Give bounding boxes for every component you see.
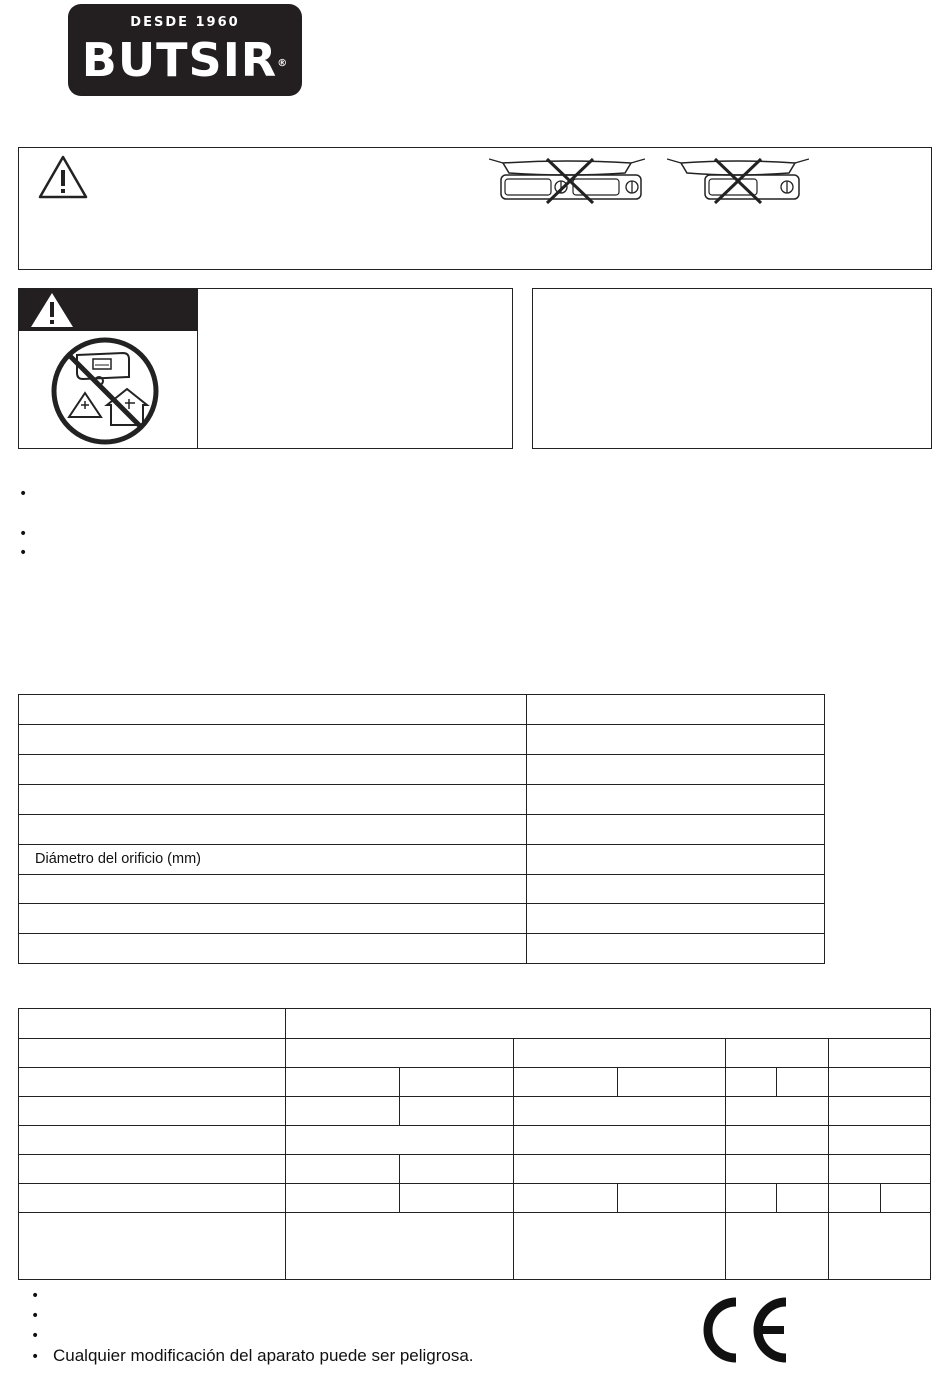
column-divider: [776, 1183, 777, 1212]
row-divider: [19, 814, 824, 815]
ce-mark-icon: [696, 1296, 790, 1364]
logo-tagline: DESDE 1960: [130, 15, 240, 30]
column-divider: [399, 1096, 400, 1125]
column-divider: [776, 1067, 777, 1096]
row-divider: [19, 1212, 930, 1213]
logo-brand-text: BUTSIR: [81, 33, 278, 87]
crossed-pan-icon: [489, 153, 645, 205]
specs-table: [18, 694, 825, 964]
warning-notice-box: [18, 147, 932, 270]
warning-triangle-icon: [37, 154, 89, 200]
row-divider: [19, 1067, 930, 1068]
column-divider: [617, 1067, 618, 1096]
column-divider: [399, 1183, 400, 1212]
row-divider: [19, 724, 824, 725]
column-divider: [725, 1038, 726, 1279]
bullet-point: •: [31, 1328, 40, 1344]
column-divider: [617, 1183, 618, 1212]
crossed-pan-icon: [667, 153, 809, 205]
row-divider: [19, 1038, 930, 1039]
row-divider: [19, 784, 824, 785]
box-divider: [197, 289, 198, 448]
row-divider: [19, 903, 824, 904]
bullet-point: •: [19, 526, 28, 542]
row-divider: [19, 874, 824, 875]
logo-registered-mark: ®: [277, 58, 289, 69]
warning-triangle-icon: [29, 291, 75, 329]
row-divider: [19, 1096, 930, 1097]
info-box: [532, 288, 932, 449]
column-divider: [399, 1154, 400, 1183]
row-divider: [19, 1154, 930, 1155]
row-divider: [19, 933, 824, 934]
column-divider: [513, 1038, 514, 1279]
bullet-point: •: [31, 1349, 40, 1365]
bullet-point: •: [19, 545, 28, 561]
column-divider: [285, 1009, 286, 1279]
row-divider: [19, 1125, 930, 1126]
bullet-point: •: [19, 486, 28, 502]
column-divider: [880, 1183, 881, 1212]
bullet-point: •: [31, 1308, 40, 1324]
row-divider: [19, 754, 824, 755]
gas-category-table: [18, 1008, 931, 1280]
logo-brand: [68, 34, 302, 86]
column-divider: [828, 1038, 829, 1279]
column-divider: [526, 695, 527, 963]
bullet-point: •: [31, 1288, 40, 1304]
row-divider: [19, 1183, 930, 1184]
row-divider: [19, 844, 824, 845]
spec-label-orifice-diameter: Diámetro del orificio (mm): [35, 851, 201, 867]
modification-warning-text: Cualquier modificación del aparato puede ser peligrosa.: [53, 1346, 474, 1365]
indoor-use-warning-box: [18, 288, 513, 449]
column-divider: [399, 1067, 400, 1096]
warning-header: [19, 289, 197, 331]
brand-logo: [68, 4, 302, 96]
no-indoor-use-icon: [47, 335, 163, 447]
